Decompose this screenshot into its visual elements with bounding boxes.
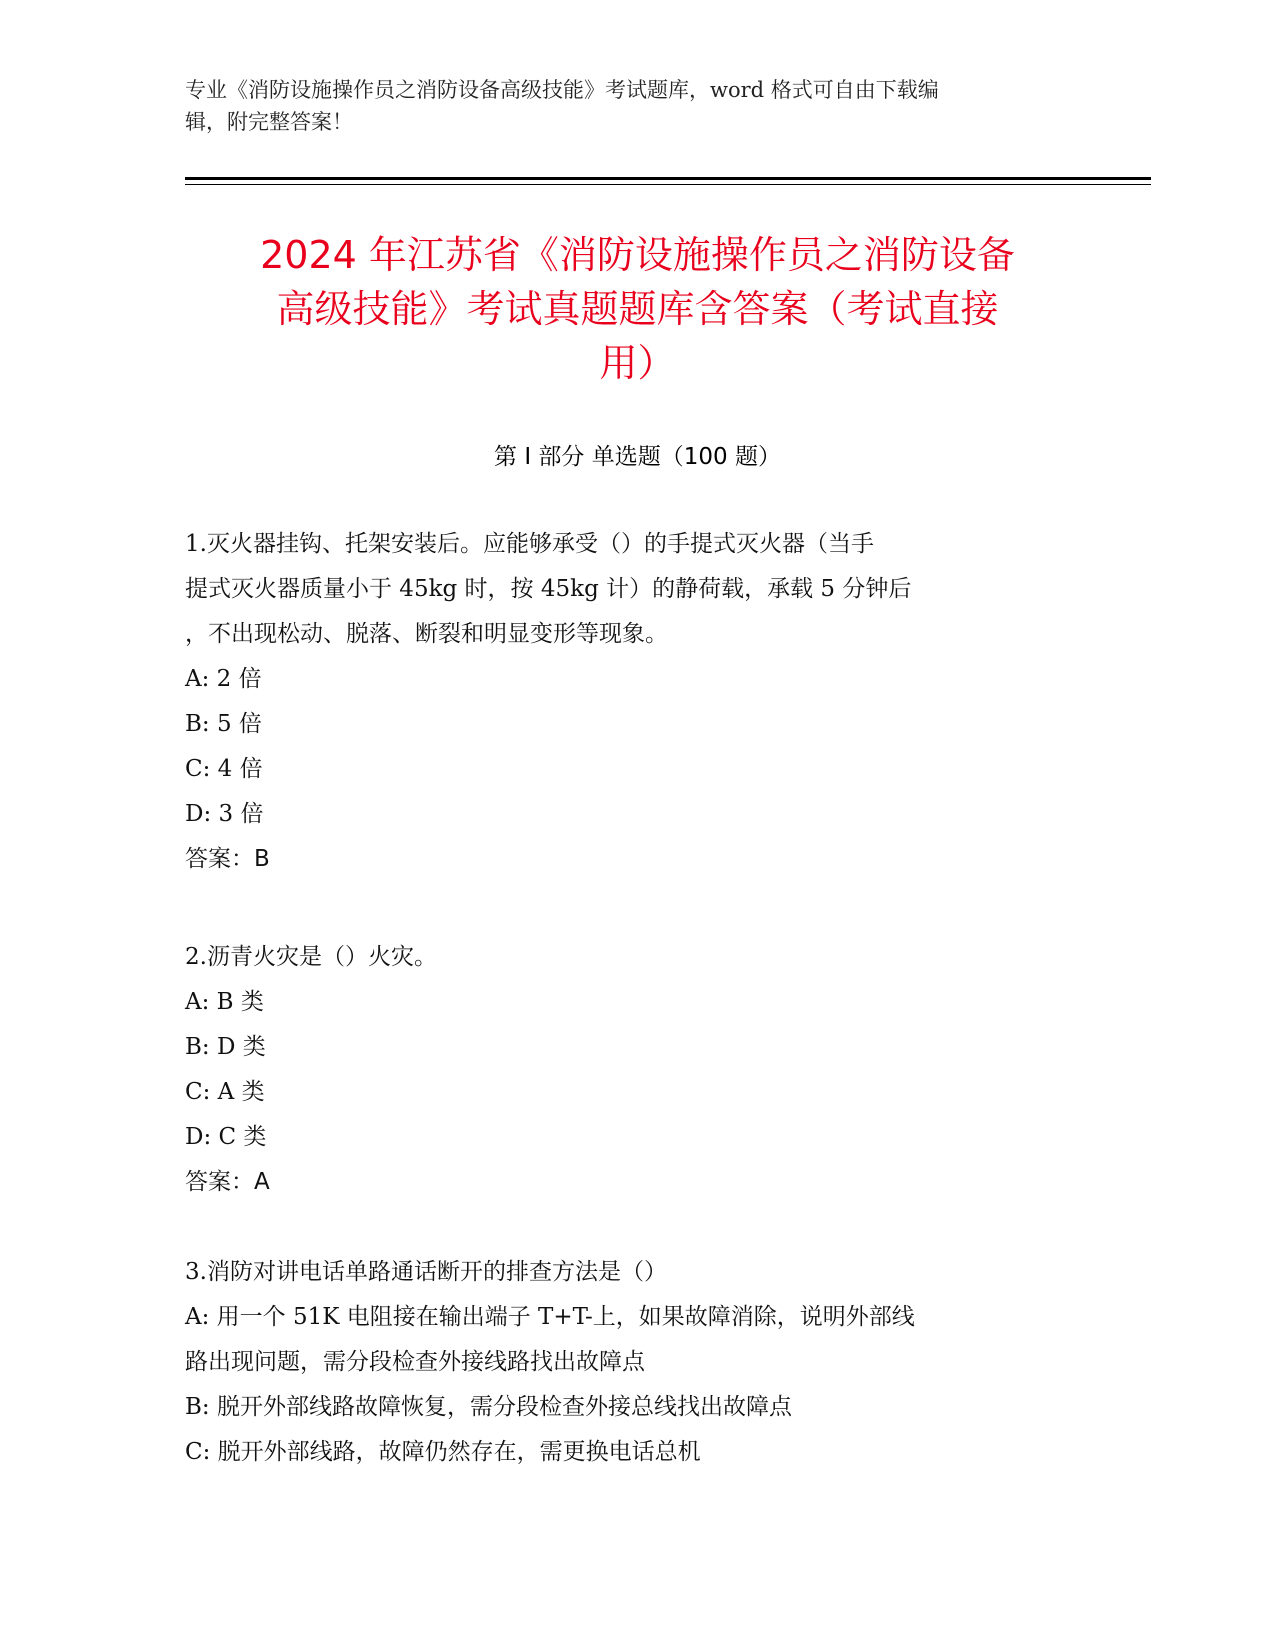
question-stem: 2.沥青火灾是（）火灾。 (185, 944, 437, 970)
header-note-line: 专业《消防设施操作员之消防设备高级技能》考试题库，word 格式可自由下载编 (185, 78, 939, 102)
option-a: A: 用一个 51K 电阻接在输出端子 T+T-上，如果故障消除，说明外部线 (185, 1304, 915, 1330)
question-stem: 3.消防对讲电话单路通话断开的排查方法是（） (185, 1259, 667, 1285)
document-title (185, 228, 1090, 390)
question-1 (185, 522, 1075, 882)
title-line: 高级技能》考试真题题库含答案（考试直接 (276, 287, 999, 331)
option-c: C: 4 倍 (185, 756, 263, 782)
option-d: D: 3 倍 (185, 801, 264, 827)
header-divider-thin (185, 184, 1151, 185)
header-divider-thick (185, 177, 1151, 180)
title-line: 用） (599, 341, 676, 385)
header-note-line: 辑，附完整答案！ (185, 110, 353, 134)
option-d: D: C 类 (185, 1124, 267, 1150)
answer: 答案：B (185, 846, 270, 872)
option-c: C: 脱开外部线路，故障仍然存在，需更换电话总机 (185, 1439, 701, 1465)
section-title: 第 I 部分 单选题（100 题） (494, 444, 781, 470)
question-2 (185, 935, 1075, 1205)
option-a-continued: 路出现问题，需分段检查外接线路找出故障点 (185, 1349, 645, 1375)
header-note (185, 74, 1065, 138)
option-c: C: A 类 (185, 1079, 265, 1105)
option-a: A: 2 倍 (185, 666, 262, 692)
title-line: 2024 年江苏省《消防设施操作员之消防设备 (260, 233, 1015, 277)
question-stem: 提式灭火器质量小于 45kg 时，按 45kg 计）的静荷载，承载 5 分钟后 (185, 576, 912, 602)
answer: 答案：A (185, 1169, 270, 1195)
option-a: A: B 类 (185, 989, 264, 1015)
question-stem: 1.灭火器挂钩、托架安装后。应能够承受（）的手提式灭火器（当手 (185, 531, 874, 557)
question-3 (185, 1250, 1075, 1475)
option-b: B: 脱开外部线路故障恢复，需分段检查外接总线找出故障点 (185, 1394, 792, 1420)
option-b: B: D 类 (185, 1034, 266, 1060)
option-b: B: 5 倍 (185, 711, 262, 737)
question-stem: ，不出现松动、脱落、断裂和明显变形等现象。 (185, 621, 668, 647)
